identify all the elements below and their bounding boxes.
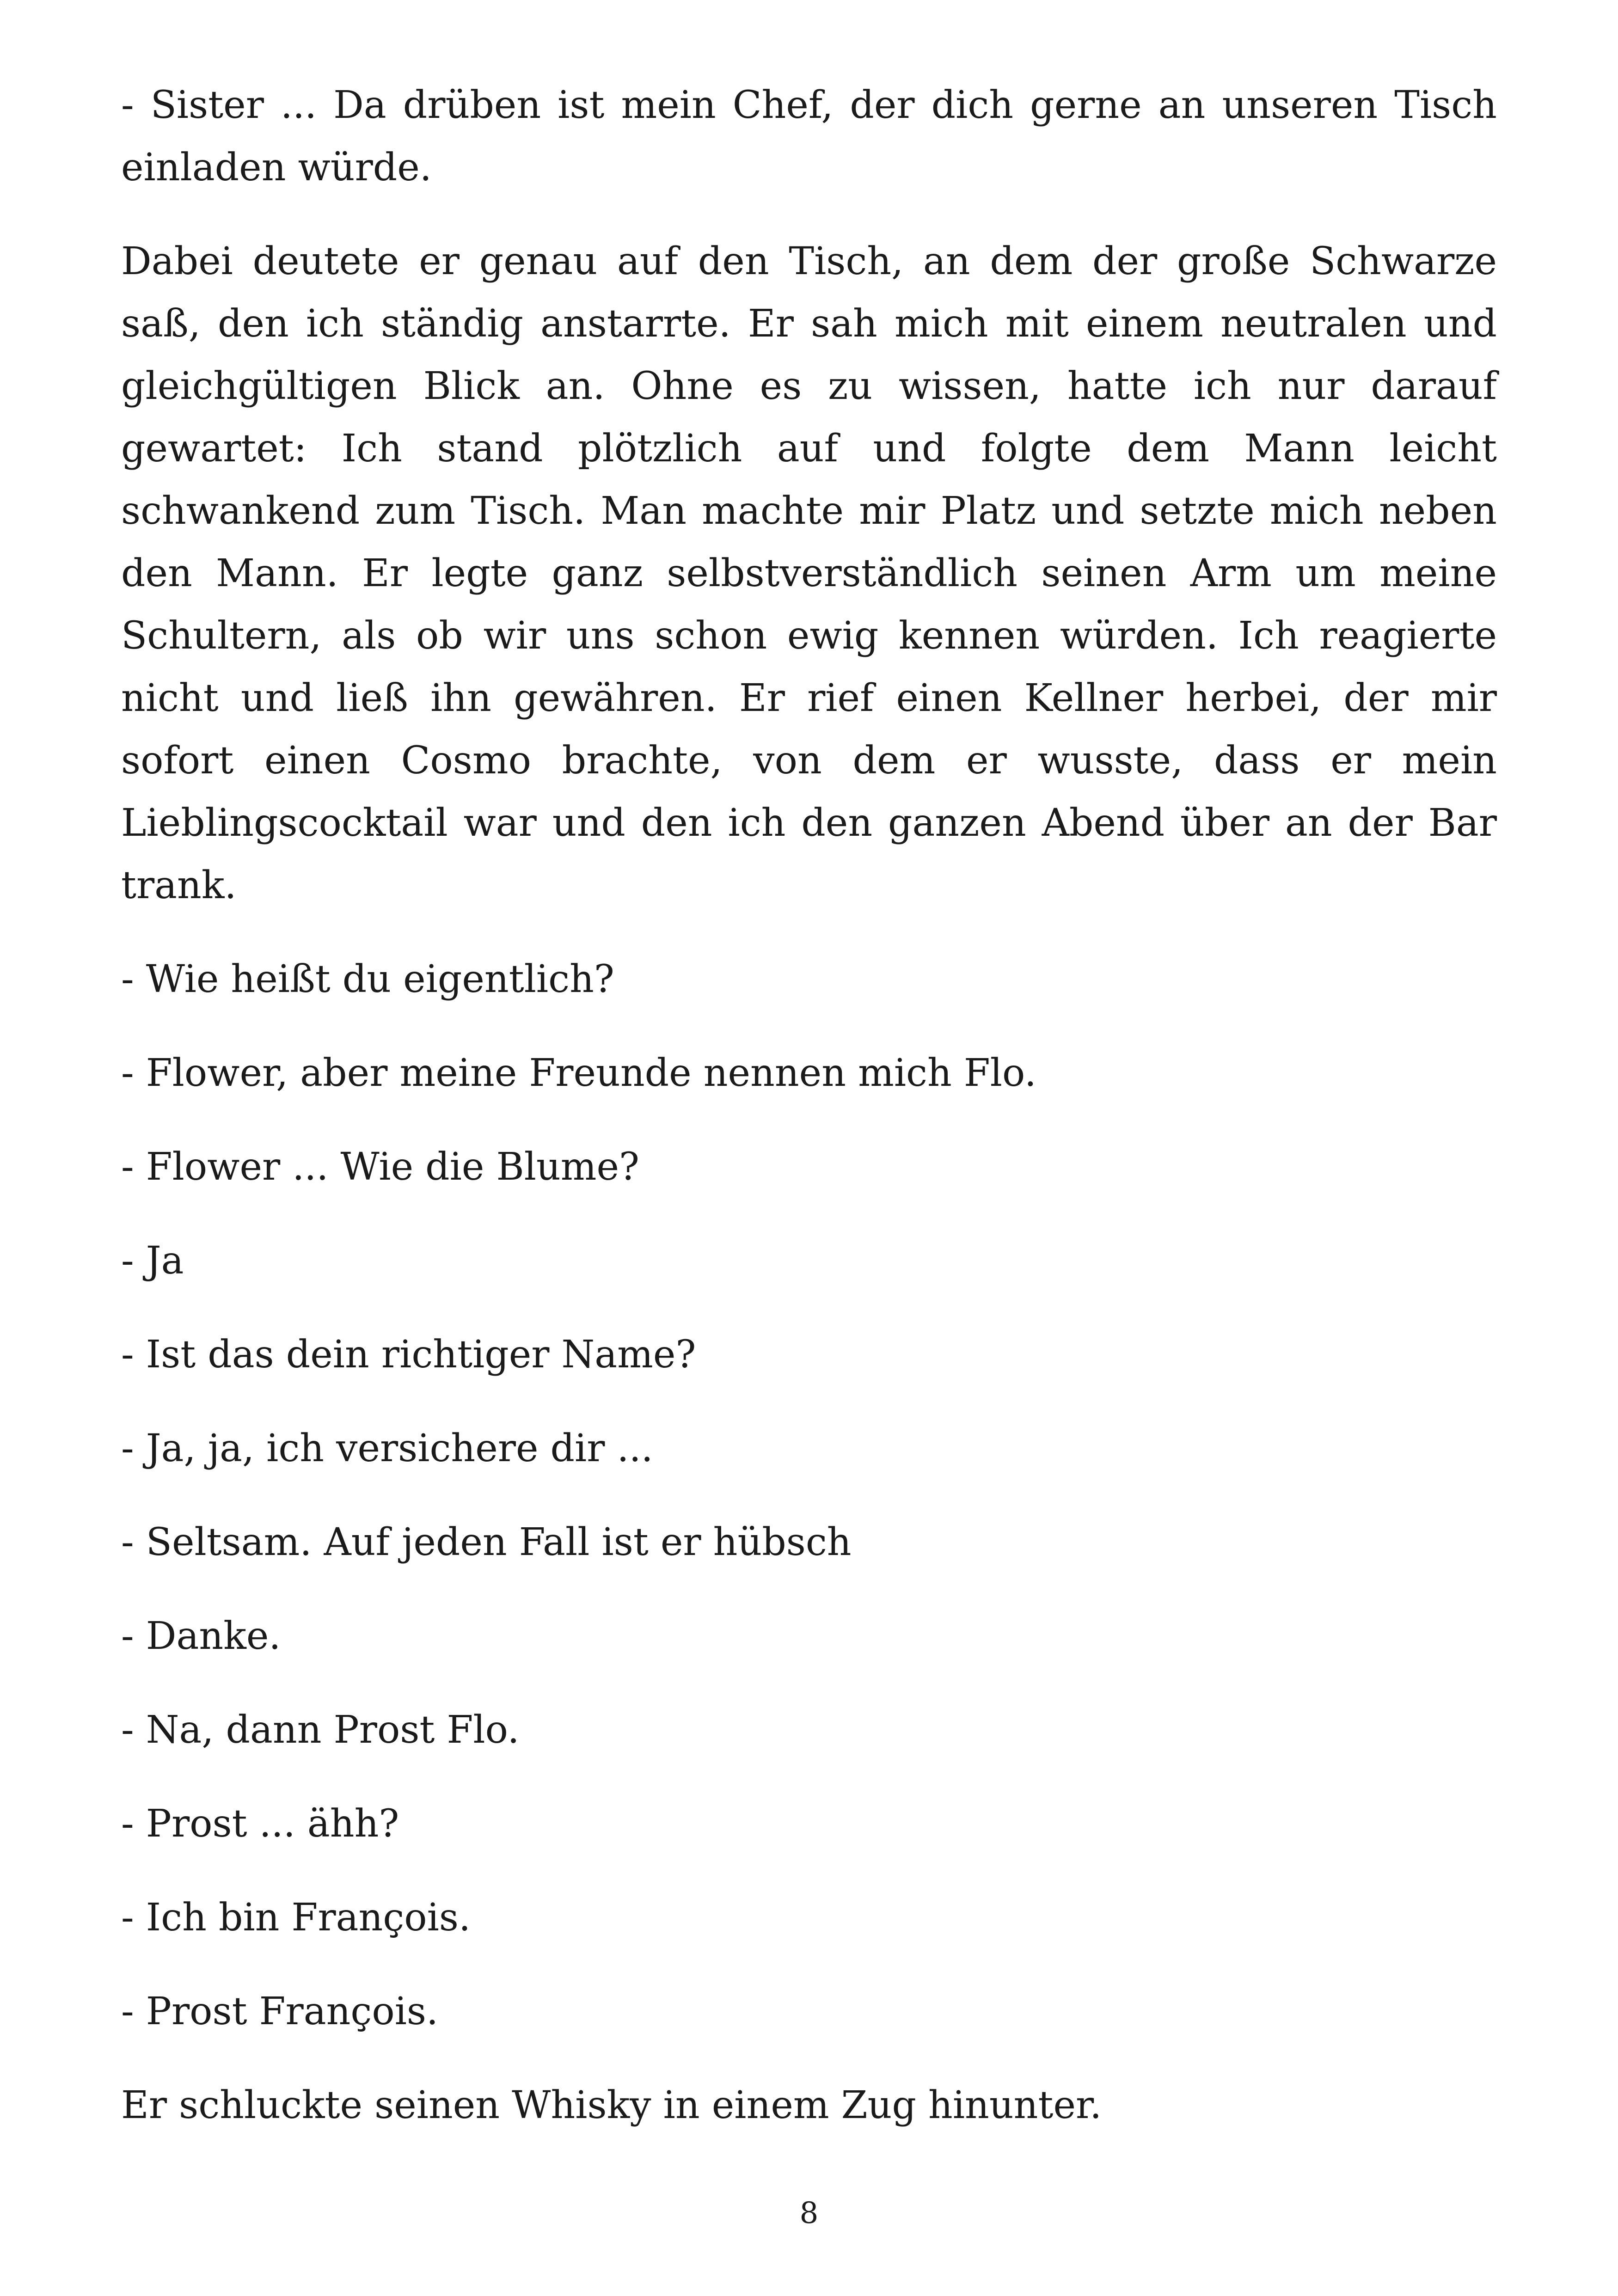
dialogue-line: - Ich bin François.	[121, 1896, 471, 1940]
dialogue-line: - Wie heißt du eigentlich?	[121, 957, 614, 1001]
dialogue-line: - Danke.	[121, 1614, 281, 1658]
dialogue-line: - Ja, ja, ich versichere dir ...	[121, 1427, 653, 1470]
dialogue-line: - Flower, aber meine Freunde nennen mich Flo.	[121, 1051, 1036, 1095]
dialogue-line: - Ist das dein richtiger Name?	[121, 1333, 696, 1377]
dialogue-line: - Prost ... ähh?	[121, 1802, 399, 1846]
page-number: 8	[799, 2196, 819, 2230]
dialogue-line: - Sister ... Da drüben ist mein Chef, der dich gerne an unseren Tisch einladen würde.	[121, 83, 1497, 190]
dialogue-line: - Prost François.	[121, 1990, 439, 2033]
narrative-paragraph: Er schluckte seinen Whisky in einem Zug hinunter.	[121, 2083, 1102, 2127]
dialogue-line: - Na, dann Prost Flo.	[121, 1708, 520, 1752]
narrative-paragraph: Dabei deutete er genau auf den Tisch, an dem der große Schwarze saß, den ich ständig anstarrte. Er sah mich mit einem neutralen und gleichgültigen Blick an. Ohne es zu wissen, hatte ich nur darauf gewartet: Ich stand plötzlich auf und folgte dem Mann leicht schwankend zum Tisch. Man machte mir Platz und setzte mich neben den Mann. Er legte ganz selbstverständlich seinen Arm um meine Schultern, als ob wir uns schon ewig kennen würden. Ich reagierte nicht und ließ ihn gewähren. Er rief einen Kellner herbei, der mir sofort einen Cosmo brachte, von dem er wusste, dass er mein Lieblingscocktail war und den ich den ganzen Abend über an der Bar trank.	[121, 239, 1497, 907]
dialogue-line: - Ja	[121, 1239, 184, 1283]
dialogue-line: - Flower ... Wie die Blume?	[121, 1145, 640, 1189]
page-body	[121, 74, 1497, 2168]
dialogue-line: - Seltsam. Auf jeden Fall ist er hübsch	[121, 1520, 852, 1564]
